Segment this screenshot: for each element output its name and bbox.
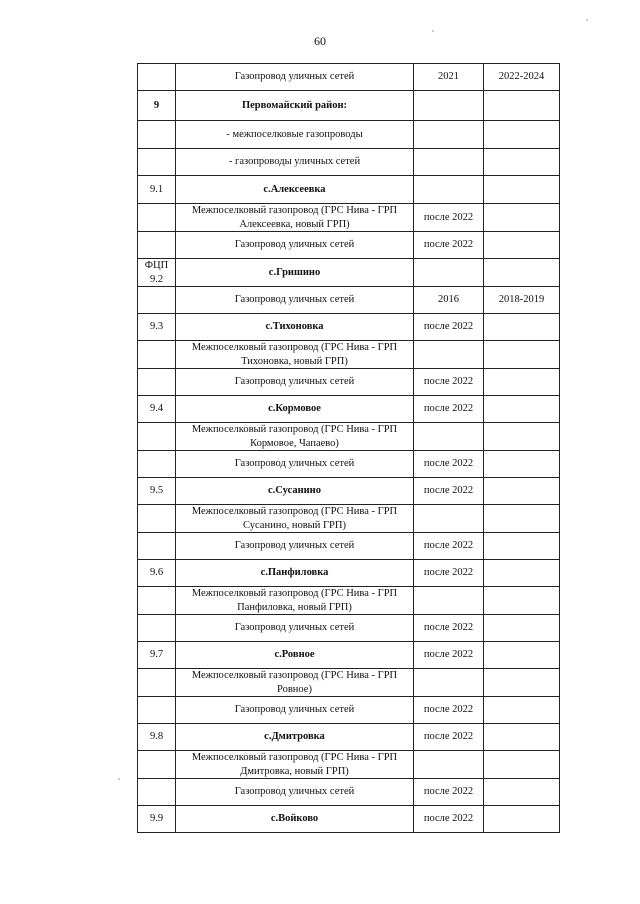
section-row <box>138 478 560 505</box>
section-row <box>138 91 560 121</box>
item-number-cell: 9.7 <box>138 642 176 669</box>
item-number-cell <box>138 369 176 396</box>
table-row <box>138 615 560 642</box>
start-year-cell: после 2022 <box>414 478 484 505</box>
table-row <box>138 121 560 149</box>
locality-name-cell: с.Дмитровка <box>176 724 414 751</box>
section-row <box>138 642 560 669</box>
page-number: 60 <box>314 34 326 48</box>
end-year-cell <box>484 724 560 751</box>
start-year-cell: после 2022 <box>414 451 484 478</box>
start-year-cell: после 2022 <box>414 396 484 423</box>
object-name-cell: Газопровод уличных сетей <box>176 287 414 314</box>
end-year-cell <box>484 669 560 697</box>
start-year-cell: после 2022 <box>414 204 484 232</box>
start-year-cell: после 2022 <box>414 314 484 341</box>
item-number-cell <box>138 149 176 176</box>
table-row <box>138 369 560 396</box>
start-year-cell: после 2022 <box>414 560 484 587</box>
end-year-cell <box>484 204 560 232</box>
end-year-cell <box>484 806 560 833</box>
item-number-cell <box>138 669 176 697</box>
item-number-cell <box>138 533 176 560</box>
start-year-cell <box>414 121 484 149</box>
table-row <box>138 751 560 779</box>
object-name-cell: Газопровод уличных сетей <box>176 615 414 642</box>
end-year-cell <box>484 779 560 806</box>
locality-name-cell: с.Панфиловка <box>176 560 414 587</box>
locality-name-cell: с.Сусанино <box>176 478 414 505</box>
start-year-cell <box>414 176 484 204</box>
object-name-cell: Межпоселковый газопровод (ГРС Нива - ГРП Ровное) <box>176 669 414 697</box>
table-body <box>138 64 560 833</box>
end-year-cell <box>484 176 560 204</box>
locality-name-cell: с.Алексеевка <box>176 176 414 204</box>
gasification-table <box>137 63 560 833</box>
end-year-cell <box>484 314 560 341</box>
object-name-cell: Межпоселковый газопровод (ГРС Нива - ГРП Кормовое, Чапаево) <box>176 423 414 451</box>
item-number-cell <box>138 121 176 149</box>
end-year-cell: 2018-2019 <box>484 287 560 314</box>
start-year-cell: 2021 <box>414 64 484 91</box>
start-year-cell <box>414 259 484 287</box>
item-number-cell: 9.9 <box>138 806 176 833</box>
start-year-cell: после 2022 <box>414 806 484 833</box>
start-year-cell: после 2022 <box>414 369 484 396</box>
object-name-cell: Газопровод уличных сетей <box>176 533 414 560</box>
end-year-cell <box>484 369 560 396</box>
item-number-cell <box>138 451 176 478</box>
table-row <box>138 587 560 615</box>
object-name-cell: Газопровод уличных сетей <box>176 369 414 396</box>
item-number-cell: 9 <box>138 91 176 121</box>
end-year-cell <box>484 121 560 149</box>
locality-name-cell: Первомайский район: <box>176 91 414 121</box>
start-year-cell <box>414 505 484 533</box>
item-number-cell: 9.3 <box>138 314 176 341</box>
object-name-cell: Межпоселковый газопровод (ГРС Нива - ГРП Алексеевка, новый ГРП) <box>176 204 414 232</box>
section-row <box>138 314 560 341</box>
object-name-cell: Газопровод уличных сетей <box>176 697 414 724</box>
section-row <box>138 176 560 204</box>
object-name-cell: Газопровод уличных сетей <box>176 779 414 806</box>
item-number-cell <box>138 341 176 369</box>
object-name-cell: Межпоселковый газопровод (ГРС Нива - ГРП Дмитровка, новый ГРП) <box>176 751 414 779</box>
end-year-cell <box>484 478 560 505</box>
start-year-cell <box>414 669 484 697</box>
start-year-cell: после 2022 <box>414 697 484 724</box>
end-year-cell <box>484 697 560 724</box>
object-name-cell: - газопроводы уличных сетей <box>176 149 414 176</box>
start-year-cell: после 2022 <box>414 642 484 669</box>
end-year-cell: 2022-2024 <box>484 64 560 91</box>
table-row <box>138 149 560 176</box>
item-number-cell <box>138 232 176 259</box>
object-name-cell: Газопровод уличных сетей <box>176 232 414 259</box>
table-row <box>138 533 560 560</box>
locality-name-cell: с.Ровное <box>176 642 414 669</box>
object-name-cell: Межпоселковый газопровод (ГРС Нива - ГРП Тихоновка, новый ГРП) <box>176 341 414 369</box>
table-row <box>138 779 560 806</box>
end-year-cell <box>484 91 560 121</box>
item-number-cell <box>138 751 176 779</box>
end-year-cell <box>484 560 560 587</box>
locality-name-cell: с.Гришино <box>176 259 414 287</box>
end-year-cell <box>484 149 560 176</box>
end-year-cell <box>484 259 560 287</box>
end-year-cell <box>484 423 560 451</box>
table-row <box>138 669 560 697</box>
object-name-cell: Межпоселковый газопровод (ГРС Нива - ГРП Панфиловка, новый ГРП) <box>176 587 414 615</box>
locality-name-cell: с.Кормовое <box>176 396 414 423</box>
object-name-cell: - межпоселковые газопроводы <box>176 121 414 149</box>
start-year-cell <box>414 751 484 779</box>
table-row <box>138 697 560 724</box>
end-year-cell <box>484 505 560 533</box>
item-number-cell <box>138 587 176 615</box>
end-year-cell <box>484 642 560 669</box>
object-name-cell: Межпоселковый газопровод (ГРС Нива - ГРП Сусанино, новый ГРП) <box>176 505 414 533</box>
table-row <box>138 505 560 533</box>
start-year-cell <box>414 587 484 615</box>
item-number-cell <box>138 615 176 642</box>
scan-speck <box>118 778 120 780</box>
locality-name-cell: с.Тихоновка <box>176 314 414 341</box>
start-year-cell <box>414 91 484 121</box>
object-name-cell: Газопровод уличных сетей <box>176 64 414 91</box>
item-number-cell: 9.6 <box>138 560 176 587</box>
end-year-cell <box>484 533 560 560</box>
end-year-cell <box>484 396 560 423</box>
table-row <box>138 204 560 232</box>
section-row <box>138 396 560 423</box>
start-year-cell: 2016 <box>414 287 484 314</box>
end-year-cell <box>484 341 560 369</box>
item-number-cell: 9.5 <box>138 478 176 505</box>
scan-speck <box>432 30 434 32</box>
item-number-cell <box>138 423 176 451</box>
item-number-cell: 9.4 <box>138 396 176 423</box>
start-year-cell: после 2022 <box>414 232 484 259</box>
end-year-cell <box>484 587 560 615</box>
item-number-cell <box>138 204 176 232</box>
section-row <box>138 560 560 587</box>
object-name-cell: Газопровод уличных сетей <box>176 451 414 478</box>
item-number-cell <box>138 287 176 314</box>
start-year-cell: после 2022 <box>414 533 484 560</box>
table-row <box>138 341 560 369</box>
end-year-cell <box>484 615 560 642</box>
item-number-cell <box>138 505 176 533</box>
start-year-cell <box>414 341 484 369</box>
start-year-cell: после 2022 <box>414 779 484 806</box>
end-year-cell <box>484 232 560 259</box>
section-row <box>138 724 560 751</box>
table-row <box>138 232 560 259</box>
locality-name-cell: с.Войково <box>176 806 414 833</box>
start-year-cell <box>414 149 484 176</box>
item-number-cell: ФЦП 9.2 <box>138 259 176 287</box>
section-row <box>138 259 560 287</box>
end-year-cell <box>484 451 560 478</box>
item-number-cell: 9.8 <box>138 724 176 751</box>
item-number-cell <box>138 64 176 91</box>
table-row <box>138 423 560 451</box>
table-row <box>138 287 560 314</box>
scan-speck <box>586 19 588 21</box>
table-row <box>138 451 560 478</box>
table-row <box>138 64 560 91</box>
start-year-cell: после 2022 <box>414 724 484 751</box>
item-number-cell <box>138 779 176 806</box>
start-year-cell: после 2022 <box>414 615 484 642</box>
end-year-cell <box>484 751 560 779</box>
start-year-cell <box>414 423 484 451</box>
item-number-cell <box>138 697 176 724</box>
section-row <box>138 806 560 833</box>
item-number-cell: 9.1 <box>138 176 176 204</box>
